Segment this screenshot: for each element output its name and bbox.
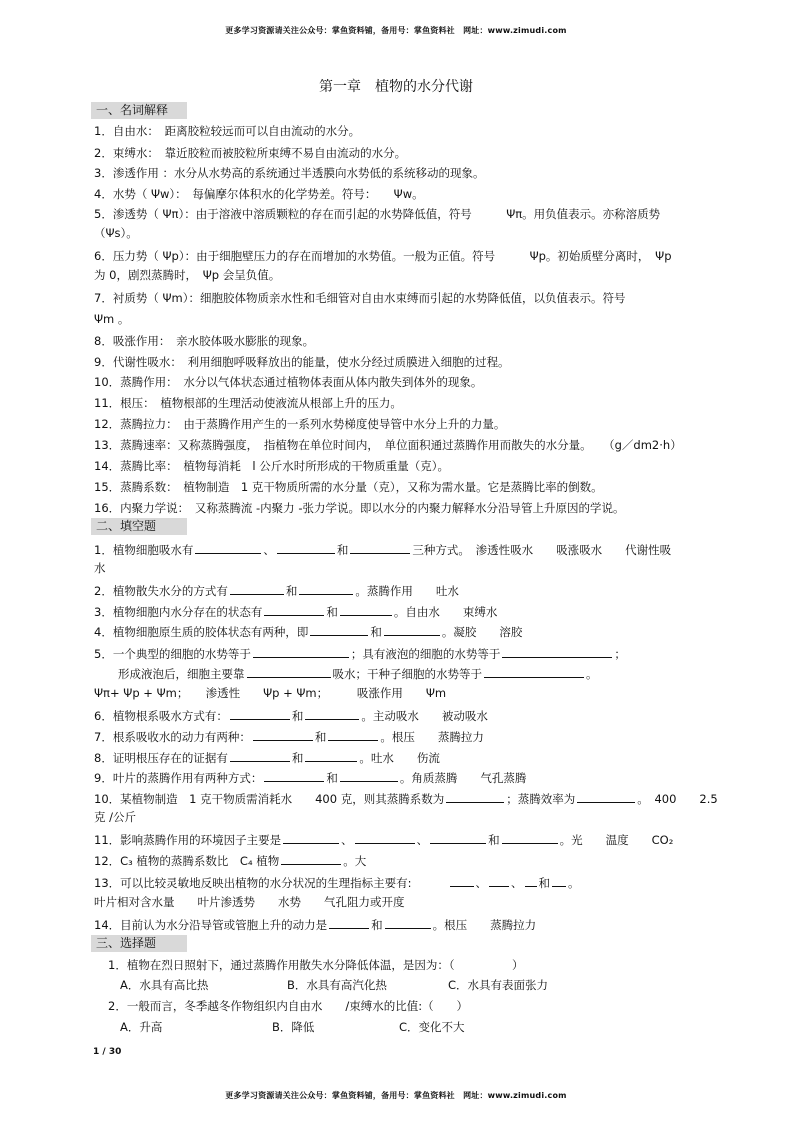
fill-question-cont: 水 <box>94 561 106 575</box>
question-text: 2．植物散失水分的方式有 <box>94 584 228 598</box>
term-line: 6．压力势（ Ψp）：由于细胞壁压力的存在而增加的水势值。一般为正值。符号 Ψp。初始质壁分离时， Ψp <box>94 249 672 263</box>
question-text: 5．一个典型的细胞的水势等于 <box>94 647 251 661</box>
term-line: 12．蒸腾拉力： 由于蒸腾作用产生的一系列水势梯度使导管中水分上升的力量。 <box>94 417 506 431</box>
fill-question <box>94 917 744 932</box>
choice-option: A．升高 <box>120 1020 163 1034</box>
term-line: 13．蒸腾速率：又称蒸腾强度， 指植物在单位时间内， 单位面积通过蒸腾作用而散失的水分量。 （g／dm2·h） <box>94 438 682 452</box>
question-text: 1．植物细胞吸水有 <box>94 543 194 557</box>
answer-blank <box>195 542 261 554</box>
page-number: 1 / 30 <box>93 1047 122 1057</box>
term-line: 11．根压： 植物根部的生理活动使液流从根部上升的压力。 <box>94 396 402 410</box>
choice-option: A．水具有高比热 <box>120 978 209 992</box>
answer-blank <box>552 875 566 887</box>
question-text: 3．植物细胞内水分存在的状态有 <box>94 605 263 619</box>
page-footer: 更多学习资源请关注公众号：掌鱼资料铺，备用号：掌鱼资料社 网址：www.zimudi.com <box>225 1091 567 1100</box>
question-text: 、 <box>263 543 275 557</box>
question-text: ；蒸腾效率为 <box>506 792 576 806</box>
question-text: 三种方式。 渗透性吸水 吸涨吸水 代谢性吸 <box>412 543 672 557</box>
answer-blank <box>484 666 584 678</box>
answer-blank <box>247 666 331 678</box>
choice-option: C．水具有表面张力 <box>448 978 549 992</box>
term-line: 4．水势（ Ψw）： 每偏摩尔体积水的化学势差。符号： Ψw。 <box>94 187 424 201</box>
fill-question <box>94 624 744 639</box>
answer-blank <box>253 729 313 741</box>
answer-blank <box>450 875 474 887</box>
question-text: 。根压 蒸腾拉力 <box>380 730 484 744</box>
section-heading-2: 二、填空题 <box>91 518 187 535</box>
question-text: 。自由水 束缚水 <box>393 605 498 619</box>
answer-blank <box>525 875 537 887</box>
fill-question <box>94 791 744 806</box>
question-text: 、 <box>511 876 523 890</box>
question-text: 10．某植物制造 1 克干物质需消耗水 400 克，则其蒸腾系数为 <box>94 792 445 806</box>
term-line: Ψm 。 <box>94 312 130 326</box>
answer-blank <box>355 832 415 844</box>
question-text: 4．植物细胞原生质的胶体状态有两种，即 <box>94 625 309 639</box>
fill-answer-line: 叶片相对含水量 叶片渗透势 水势 气孔阻力或开度 <box>94 895 405 909</box>
question-text: ； <box>614 647 626 661</box>
question-text: 6．植物根系吸水方式有： <box>94 709 228 723</box>
question-text: 、 <box>416 833 429 847</box>
answer-blank <box>264 770 324 782</box>
question-text: 和 <box>285 584 298 598</box>
answer-blank <box>340 604 392 616</box>
question-text: 和 <box>371 918 383 932</box>
answer-blank <box>283 832 339 844</box>
answer-blank <box>253 646 349 658</box>
answer-blank <box>277 542 335 554</box>
fill-answer-line: Ψπ+ Ψp + Ψm； 渗透性 Ψp + Ψm； 吸涨作用 Ψm <box>94 686 447 700</box>
answer-blank <box>577 791 635 803</box>
answer-blank <box>446 791 504 803</box>
chapter-title: 第一章 植物的水分代谢 <box>319 79 473 95</box>
fill-question <box>94 708 744 723</box>
fill-question <box>94 875 744 890</box>
question-text: 、 <box>341 833 353 847</box>
question-text: 。 <box>586 667 598 681</box>
question-text: 。 <box>568 876 580 890</box>
fill-question <box>94 750 744 765</box>
answer-blank <box>328 729 378 741</box>
page-header: 更多学习资源请关注公众号：掌鱼资料铺，备用号：掌鱼资料社 网址：www.zimudi.com <box>225 26 567 35</box>
term-line: 16．内聚力学说： 又称蒸腾流 -内聚力 -张力学说。即以水分的内聚力解释水分沿导管上升原因的学说。 <box>94 501 625 515</box>
question-text: 和 <box>336 543 349 557</box>
answer-blank <box>230 708 290 720</box>
term-line: 15．蒸腾系数： 植物制造 1 克干物质所需的水分量（克），又称为需水量。它是蒸腾比率的倒数。 <box>94 480 603 494</box>
term-line: 为 0，剧烈蒸腾时， Ψp 会呈负值。 <box>94 268 281 282</box>
question-text: 、 <box>475 876 488 890</box>
answer-blank <box>299 583 353 595</box>
fill-question <box>94 853 744 868</box>
answer-blank <box>305 750 357 762</box>
question-text: 。凝胶 溶胶 <box>441 625 523 639</box>
fill-question <box>94 583 744 598</box>
question-text: 。光 温度 CO₂ <box>559 833 674 847</box>
choice-option: B．水具有高汽化热 <box>287 978 387 992</box>
term-line: 14．蒸腾比率： 植物每消耗 l 公斤水时所形成的干物质重量（克）。 <box>94 459 449 473</box>
question-text: 。大 <box>343 854 367 868</box>
answer-blank <box>430 832 486 844</box>
question-text: 和 <box>314 730 327 744</box>
question-text: 。 400 2.5 <box>637 792 718 806</box>
question-text: 吸水；干种子细胞的水势等于 <box>332 667 482 681</box>
answer-blank <box>305 708 359 720</box>
question-text: ；具有液泡的细胞的水势等于 <box>350 647 501 661</box>
answer-blank <box>384 624 440 636</box>
answer-blank <box>502 832 558 844</box>
question-text: 9．叶片的蒸腾作用有两种方式： <box>94 771 263 785</box>
question-text: 和 <box>326 605 338 619</box>
fill-question <box>94 646 744 661</box>
question-text: 8．证明根压存在的证据有 <box>94 751 228 765</box>
choice-option: C．变化不大 <box>399 1020 465 1034</box>
answer-blank <box>502 646 612 658</box>
fill-question <box>94 542 744 557</box>
question-text: 7．根系吸收水的动力有两种： <box>94 730 251 744</box>
question-text: 。主动吸水 被动吸水 <box>361 709 488 723</box>
choice-option: B．降低 <box>272 1020 315 1034</box>
fill-question <box>94 729 744 744</box>
question-text: 和 <box>370 625 382 639</box>
answer-blank <box>264 604 324 616</box>
answer-blank <box>489 875 509 887</box>
term-line: 7．衬质势（ Ψm）：细胞胶体物质亲水性和毛细管对自由水束缚而引起的水势降低值，以负值表示。符号 <box>94 291 626 305</box>
question-text: 形成液泡后，细胞主要靠 <box>118 667 245 681</box>
question-text: 13．可以比较灵敏地反映出植物的水分状况的生理指标主要有: <box>94 876 412 890</box>
term-line: 5．渗透势（ Ψπ）：由于溶液中溶质颗粒的存在而引起的水势降低值，符号 Ψπ。用负值表示。亦称溶质势 <box>94 207 661 221</box>
question-text: 和 <box>538 876 551 890</box>
term-line: 2．束缚水： 靠近胶粒而被胶粒所束缚不易自由流动的水分。 <box>94 146 407 160</box>
term-line: 10．蒸腾作用： 水分以气体状态通过植物体表面从体内散失到体外的现象。 <box>94 375 483 389</box>
question-text: 和 <box>488 833 500 847</box>
answer-blank <box>340 770 398 782</box>
term-line: （Ψs）。 <box>94 226 138 240</box>
question-text: 。角质蒸腾 气孔蒸腾 <box>399 771 527 785</box>
answer-blank <box>329 917 369 929</box>
answer-blank <box>230 583 284 595</box>
fill-question <box>94 770 744 785</box>
answer-blank <box>385 917 431 929</box>
section-heading-3: 三、选择题 <box>91 935 187 952</box>
fill-question-cont: 克 /公斤 <box>94 810 137 824</box>
question-text: 和 <box>291 709 304 723</box>
term-line: 1．自由水： 距离胶粒较远而可以自由流动的水分。 <box>94 124 361 138</box>
term-line: 8．吸涨作用： 亲水胶体吸水膨胀的现象。 <box>94 334 315 348</box>
question-text: 。吐水 伤流 <box>359 751 440 765</box>
answer-blank <box>281 853 341 865</box>
fill-question <box>94 604 744 619</box>
question-text: 。根压 蒸腾拉力 <box>432 918 537 932</box>
term-line: 9．代谢性吸水： 利用细胞呼吸释放出的能量，使水分经过质膜进入细胞的过程。 <box>94 355 510 369</box>
question-text: 和 <box>291 751 304 765</box>
answer-blank <box>350 542 410 554</box>
question-text: 12．C₃ 植物的蒸腾系数比 C₄ 植物 <box>94 854 280 868</box>
fill-question-cont <box>118 666 768 681</box>
question-text: 。蒸腾作用 吐水 <box>355 584 459 598</box>
question-text: 11．影响蒸腾作用的环境因子主要是 <box>94 833 282 847</box>
choice-question: 1．植物在烈日照射下，通过蒸腾作用散失水分降低体温，是因为：（ ） <box>108 958 524 972</box>
choice-question: 2．一般而言，冬季越冬作物组织内自由水 /束缚水的比值:（ ） <box>108 999 469 1013</box>
fill-question <box>94 832 744 847</box>
question-text: 和 <box>326 771 338 785</box>
question-text: 14．目前认为水分沿导管或管胞上升的动力是 <box>94 918 328 932</box>
answer-blank <box>310 624 368 636</box>
section-heading-1: 一、名词解释 <box>91 102 187 119</box>
term-line: 3．渗透作用 ：水分从水势高的系统通过半透膜向水势低的系统移动的现象。 <box>94 166 485 180</box>
answer-blank <box>230 750 290 762</box>
